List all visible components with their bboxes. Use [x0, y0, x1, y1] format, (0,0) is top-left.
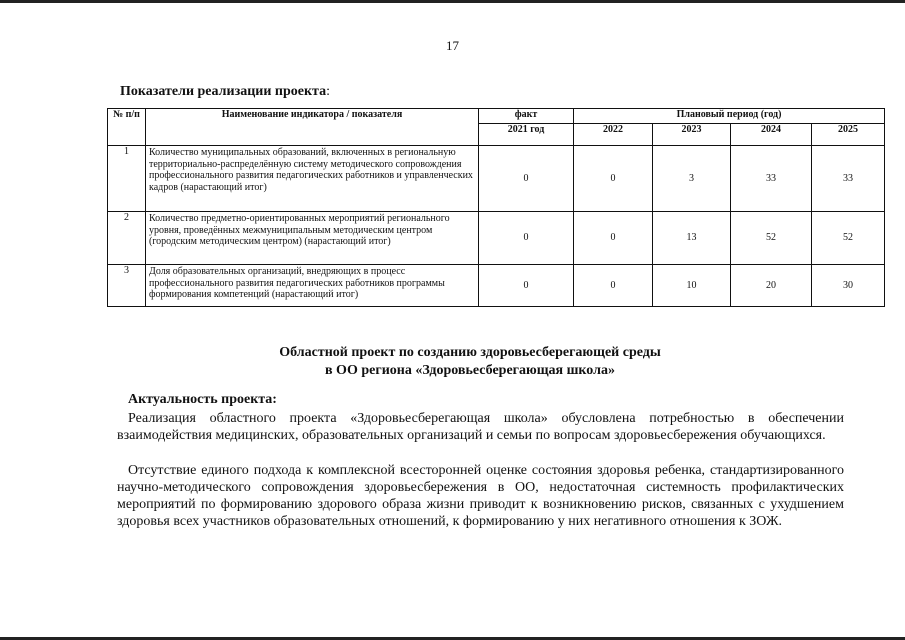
row-name: Количество муниципальных образований, включенных в региональную территориально-распределённую систему методического сопровождения профессионального развития педагогических работников и управленческих кадров (нарастающий итог) — [146, 146, 479, 212]
row-value: 0 — [479, 265, 574, 307]
row-value: 3 — [653, 146, 731, 212]
row-value: 0 — [574, 146, 653, 212]
row-name: Доля образовательных организаций, внедряющих в процесс профессионального развития педагогических работников программы формирования компетенций (нарастающий итог) — [146, 265, 479, 307]
row-value: 10 — [653, 265, 731, 307]
paragraph-1: Реализация областного проекта «Здоровьесберегающая школа» обусловлена потребностью в обеспечении взаимодействия медицинских, образовательных организаций и семьи по вопросам здоровьесбережения обучающихся. — [117, 411, 844, 443]
row-num: 3 — [108, 265, 146, 307]
project-title-line-1: Областной проект по созданию здоровьесберегающей среды — [279, 345, 661, 360]
paragraph-2: Отсутствие единого подхода к комплексной всесторонней оценке состояния здоровья ребенка, стандартизированного научно-методического сопровождения здоровьесбережения в ОО, недостаточная системность профилактических мероприятий по формированию здорового образа жизни приводит к возникновению рисков, связанных с ухудшением здоровья всех участников образовательных отношений, к формированию у них негативного отношения к ЗОЖ. — [117, 463, 844, 529]
row-value: 52 — [731, 212, 812, 265]
row-value: 13 — [653, 212, 731, 265]
row-value: 52 — [812, 212, 885, 265]
row-num: 2 — [108, 212, 146, 265]
header-year-2024: 2024 — [731, 124, 812, 146]
page-number: 17 — [446, 38, 459, 53]
indicators-heading-text: Показатели реализации проекта — [120, 84, 327, 99]
header-name: Наименование индикатора / показателя — [146, 109, 479, 146]
project-title — [160, 344, 780, 380]
row-value: 33 — [812, 146, 885, 212]
header-year-2025: 2025 — [812, 124, 885, 146]
table-row — [108, 146, 885, 212]
row-value: 0 — [574, 212, 653, 265]
header-year-2022: 2022 — [574, 124, 653, 146]
row-value: 33 — [731, 146, 812, 212]
indicators-heading — [120, 84, 330, 100]
relevance-heading: Актуальность проекта: — [128, 392, 277, 407]
header-plan: Плановый период (год) — [574, 109, 885, 124]
header-year-2023: 2023 — [653, 124, 731, 146]
row-num: 1 — [108, 146, 146, 212]
indicators-table — [107, 108, 885, 307]
project-title-line-2: в ОО региона «Здоровьесберегающая школа» — [325, 363, 615, 378]
header-year-2021: 2021 год — [479, 124, 574, 146]
header-fact: факт — [479, 109, 574, 124]
table-row — [108, 212, 885, 265]
header-num: № п/п — [108, 109, 146, 146]
row-name: Количество предметно-ориентированных мероприятий регионального уровня, проведённых межмуниципальным методическим центром (городским методическим центром) (нарастающий итог) — [146, 212, 479, 265]
page-top-edge — [0, 0, 905, 3]
indicators-heading-colon: : — [326, 84, 330, 99]
table-row — [108, 265, 885, 307]
row-value: 0 — [479, 212, 574, 265]
row-value: 30 — [812, 265, 885, 307]
row-value: 20 — [731, 265, 812, 307]
row-value: 0 — [479, 146, 574, 212]
row-value: 0 — [574, 265, 653, 307]
